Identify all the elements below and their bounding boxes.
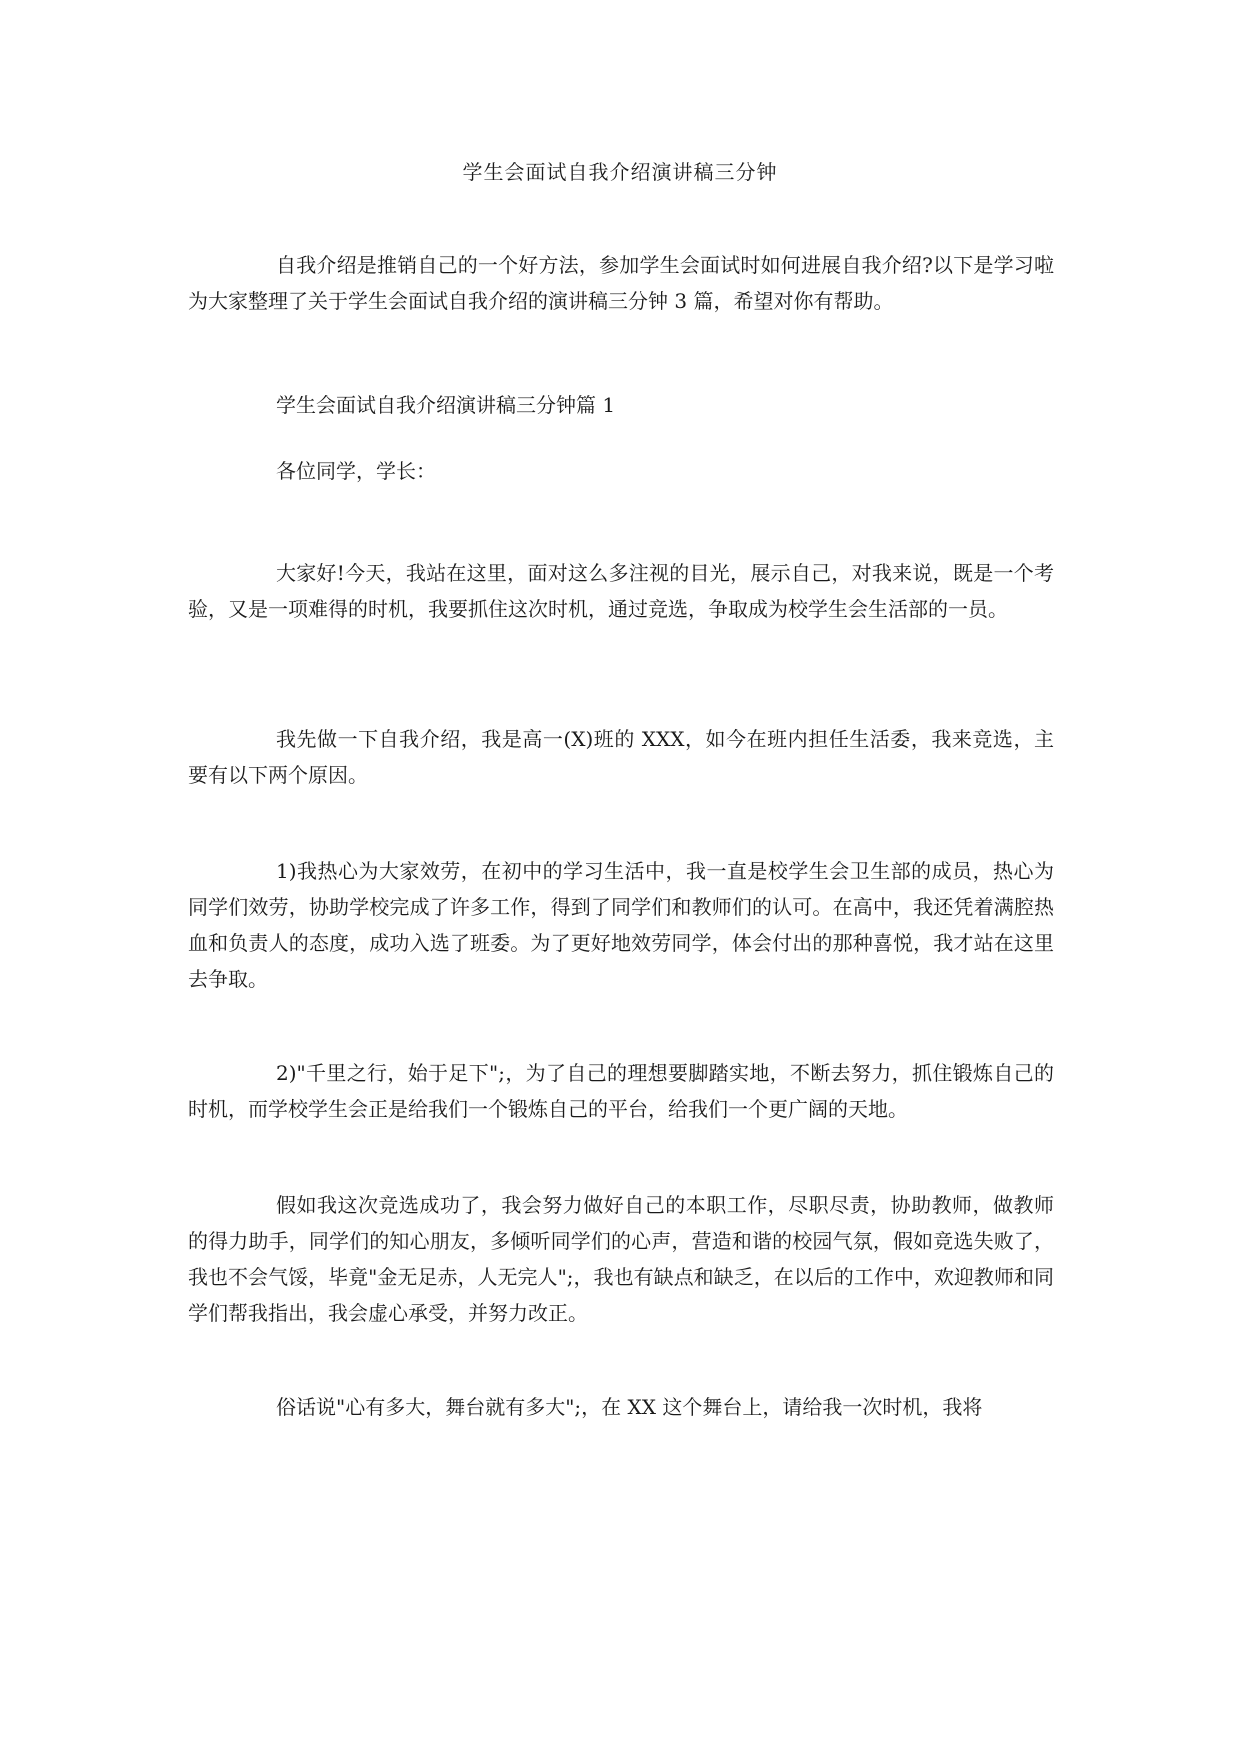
- body-paragraph-2: 我先做一下自我介绍，我是高一(X)班的 XXX，如今在班内担任生活委，我来竞选，主要有以下两个原因。: [188, 727, 1054, 787]
- body-paragraph-4: 2)"千里之行，始于足下";，为了自己的理想要脚踏实地，不断去努力，抓住锻炼自己的时机，而学校学生会正是给我们一个锻炼自己的平台，给我们一个更广阔的天地。: [188, 1061, 1054, 1121]
- intro-paragraph: 自我介绍是推销自己的一个好方法，参加学生会面试时如何进展自我介绍?以下是学习啦为大家整理了关于学生会面试自我介绍的演讲稿三分钟 3 篇，希望对你有帮助。: [188, 253, 1054, 313]
- body-paragraph-6: 俗话说"心有多大，舞台就有多大";，在 XX 这个舞台上，请给我一次时机，我将: [276, 1395, 983, 1419]
- body-paragraph-5: 假如我这次竞选成功了，我会努力做好自己的本职工作，尽职尽责，协助教师，做教师的得力助手，同学们的知心朋友，多倾听同学们的心声，营造和谐的校园气氛，假如竞选失败了，我也不会气馁，毕竟"金无足赤，人无完人";，我也有缺点和缺乏，在以后的工作中，欢迎教师和同学们帮我指出，我会虚心承受，并努力改正。: [188, 1193, 1054, 1325]
- body-paragraph-3: 1)我热心为大家效劳，在初中的学习生活中，我一直是校学生会卫生部的成员，热心为同学们效劳，协助学校完成了许多工作，得到了同学们和教师们的认可。在高中，我还凭着满腔热血和负责人的态度，成功入选了班委。为了更好地效劳同学，体会付出的那种喜悦，我才站在这里去争取。: [188, 859, 1054, 991]
- body-paragraph-1: 大家好!今天，我站在这里，面对这么多注视的目光，展示自己，对我来说，既是一个考验，又是一项难得的时机，我要抓住这次时机，通过竞选，争取成为校学生会生活部的一员。: [188, 561, 1054, 621]
- section-heading: 学生会面试自我介绍演讲稿三分钟篇 1: [276, 393, 616, 417]
- document-title: 学生会面试自我介绍演讲稿三分钟: [462, 160, 778, 184]
- salutation: 各位同学，学长：: [276, 459, 436, 483]
